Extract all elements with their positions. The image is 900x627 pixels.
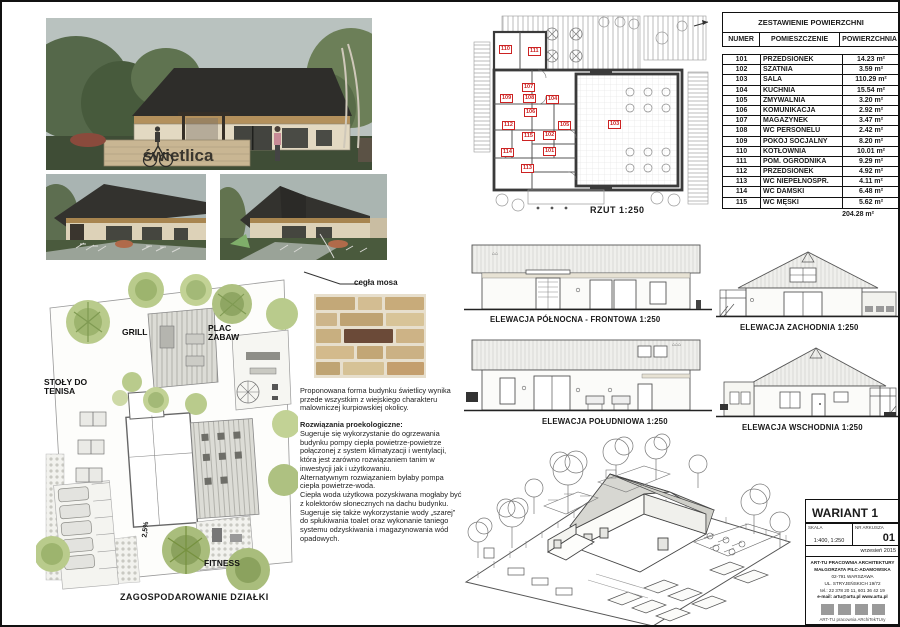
room-number-chip: 104 <box>548 96 558 102</box>
table-cell: 102 <box>723 65 761 74</box>
table-row <box>723 55 899 65</box>
svg-text:⌂⌂⌂: ⌂⌂⌂ <box>672 342 682 348</box>
tree <box>112 390 128 406</box>
room-number-chip: 114 <box>503 149 512 155</box>
floor-plan <box>472 12 712 214</box>
tree <box>66 300 110 344</box>
room-number-chip: 108 <box>525 95 535 101</box>
table-cell: 113 <box>723 177 761 186</box>
garden-render-right <box>220 174 387 260</box>
table-cell: 107 <box>723 116 761 125</box>
sheet-number-cell <box>853 524 899 545</box>
variant-title: WARIANT 1 <box>806 500 899 523</box>
room-number-chip: 101 <box>545 148 555 154</box>
table-row <box>723 177 899 187</box>
logo-placeholder <box>821 604 834 615</box>
area-table-rows <box>722 54 900 209</box>
site-label-playground: PLAC ZABAW <box>208 323 240 342</box>
table-cell: POM. OGRODNIKA <box>761 157 843 166</box>
eco-paragraph: Alternatywnym rozwiązaniem byłaby pompa ciepła powietrze-woda. <box>300 472 444 491</box>
table-cell: WC NIEPEŁNOSPR. <box>761 177 843 186</box>
site-label-slope: 2,5% <box>141 521 151 539</box>
brick-leader-line <box>302 270 362 286</box>
table-cell: ZMYWALNIA <box>761 96 843 105</box>
room-number-chip: 115 <box>524 133 533 139</box>
elevation-west-label: ELEWACJA ZACHODNIA 1:250 <box>740 323 859 332</box>
area-summary-table <box>722 12 900 218</box>
firm-web: e-mail: artu@artu.pl www.artu.pl <box>817 594 888 600</box>
firm-logos <box>806 602 899 617</box>
logo-placeholder <box>872 604 885 615</box>
sheet-number-value: 01 <box>882 532 895 544</box>
site-label-tennis: STOŁY DO TENISA <box>44 377 88 396</box>
table-row <box>723 106 899 116</box>
table-row <box>723 147 899 157</box>
site-plan <box>36 264 298 590</box>
eco-paragraph: Sugeruje się także wykorzystanie wody „szarej” do spłukiwania toalet oraz wykonanie taniego systemu odzyskiwania i magazynowania wód opadowych. <box>300 507 456 543</box>
room-number-chip: 110 <box>501 46 510 52</box>
table-cell: WC PERSONELU <box>761 126 843 135</box>
table-cell: 2.92 m² <box>858 106 884 114</box>
tree <box>266 298 298 330</box>
tree <box>122 372 142 392</box>
table-cell: 115 <box>723 198 761 208</box>
firm-address-city: 02-791 WARSZAWA <box>831 573 874 579</box>
table-cell: 105 <box>723 96 761 105</box>
table-cell: 6.48 m² <box>858 188 884 196</box>
firm-phone: tel.: 22 378 20 11, 601 36 42 19 <box>820 587 885 593</box>
table-cell: 112 <box>723 167 761 176</box>
elevation-west-drawing <box>716 248 900 322</box>
site-label-grill: GRILL <box>122 327 148 337</box>
table-cell: 3.20 m² <box>858 96 884 104</box>
tree <box>212 284 252 324</box>
firm-name: ART-TU PRACOWNIA ARCHITEKTURY <box>810 560 895 565</box>
elevation-east-drawing <box>716 342 900 422</box>
tree <box>226 548 270 590</box>
architect-name: MAŁGORZATA PILC-ADAMOWSKA <box>814 566 891 572</box>
firm-info <box>806 557 899 602</box>
room-number-chip: 107 <box>524 84 534 90</box>
table-cell: SALA <box>761 75 843 84</box>
elevation-east-label: ELEWACJA WSCHODNIA 1:250 <box>742 423 863 432</box>
table-cell: 108 <box>723 126 761 135</box>
date-stamp: wrzesień 2015 <box>806 546 899 557</box>
room-number-chip: 105 <box>560 122 570 128</box>
table-cell: 3.59 m² <box>858 66 884 74</box>
tree <box>143 387 169 413</box>
table-cell: KUCHNIA <box>761 86 843 95</box>
tree <box>128 272 164 308</box>
room-number-chip: 111 <box>530 48 539 54</box>
sheet-number-label: NR ARKUSZA <box>855 525 884 530</box>
elevation-north-drawing <box>464 240 712 314</box>
table-cell: 2.42 m² <box>858 127 884 135</box>
eco-paragraph: Ciepła woda użytkowa pozyskiwana mogłaby być z kolektorów słonecznych na dachu budynku. <box>300 490 462 508</box>
room-number-chip: 103 <box>610 121 620 127</box>
table-cell: 103 <box>723 75 761 84</box>
table-cell: POKÓJ SOCJALNY <box>761 137 843 146</box>
col-header-numer: NUMER <box>723 33 760 46</box>
table-row <box>723 75 899 85</box>
svg-text:⌂⌂: ⌂⌂ <box>492 251 499 257</box>
table-cell: WC DAMSKI <box>761 187 843 196</box>
table-cell: 15.54 m² <box>856 86 886 94</box>
table-cell: 114 <box>723 187 761 196</box>
table-cell: 110 <box>723 147 761 156</box>
table-cell: 110.29 m² <box>855 76 887 84</box>
table-row <box>723 116 899 126</box>
table-row <box>723 167 899 177</box>
logo-placeholder <box>838 604 851 615</box>
table-row <box>723 157 899 167</box>
logo-placeholder <box>855 604 868 615</box>
scale-label: SKALA <box>808 525 823 530</box>
table-cell: SZATNIA <box>761 65 843 74</box>
table-cell: 9.29 m² <box>858 157 884 165</box>
table-cell: MAGAZYNEK <box>761 116 843 125</box>
brick-material-label: cegła mosa <box>354 278 398 287</box>
site-plan-drawing <box>36 264 298 590</box>
tree <box>162 526 210 574</box>
tree <box>185 393 207 415</box>
table-cell: 106 <box>723 106 761 115</box>
elevation-north-label: ELEWACJA PÓŁNOCNA - FRONTOWA 1:250 <box>490 315 661 324</box>
main-building-render <box>46 18 372 170</box>
tree <box>180 274 212 306</box>
floor-plan-title: RZUT 1:250 <box>590 205 645 215</box>
table-row <box>723 137 899 147</box>
room-number-chip: 106 <box>526 109 536 115</box>
table-row <box>723 187 899 197</box>
table-cell: PRZEDSIONEK <box>761 55 843 64</box>
scale-value: 1:400, 1:250 <box>813 538 845 544</box>
design-description <box>300 387 464 543</box>
room-number-chip: 109 <box>502 95 512 101</box>
table-row <box>723 65 899 75</box>
eco-paragraph: Sugeruje się wykorzystanie do ogrzewania budynku pompy ciepła powietrze-powietrze połączonej z system klimatyzacji i wentylacji, która jest zarówno rozwiązaniem tanim w inwestycji jak i użytkowaniu. <box>300 428 447 473</box>
table-cell: 111 <box>723 157 761 166</box>
elevation-south-label: ELEWACJA POŁUDNIOWA 1:250 <box>542 417 668 426</box>
table-cell: PRZEDSIONEK <box>761 167 843 176</box>
table-cell: 5.62 m² <box>858 198 884 206</box>
area-total: 204.28 m² <box>842 210 874 218</box>
elevation-south-drawing <box>464 334 712 416</box>
eco-heading: Rozwiązania proekologiczne: <box>300 420 403 430</box>
description-paragraph: Proponowana forma budynku świetlicy wynika przede wszystkim z wiejskiego charakteru malowniczej kurpiowskiej okolicy. <box>300 386 451 413</box>
table-cell: WC MĘSKI <box>761 198 843 208</box>
firm-address-street: UL. STRYJEŃSKICH 19/72 <box>824 580 881 586</box>
table-cell: 10.01 m² <box>856 147 886 155</box>
room-number-chip: 102 <box>545 132 555 138</box>
table-cell: 3.47 m² <box>858 117 884 125</box>
axonometric-site-view <box>448 430 804 626</box>
table-cell: 109 <box>723 137 761 146</box>
table-cell: KOMUNIKACJA <box>761 106 843 115</box>
table-cell: 4.92 m² <box>858 168 884 176</box>
firm-caption: ART-TU pracownia ARchiTekTUry <box>819 617 886 623</box>
table-cell: 4.11 m² <box>859 178 883 186</box>
table-row <box>723 96 899 106</box>
brick-sample-photo <box>314 294 426 378</box>
site-label-fitness: FITNESS <box>204 558 240 568</box>
table-header-row <box>722 33 900 47</box>
table-cell: 101 <box>723 55 761 64</box>
garden-render-left <box>46 174 206 260</box>
col-header-powierzchnia: POWIERZCHNIA <box>842 36 897 43</box>
room-number-chip: 112 <box>504 122 513 128</box>
room-number-chip: 113 <box>523 165 532 171</box>
svg-text:świetlica: świetlica <box>142 146 214 165</box>
table-cell: 8.20 m² <box>858 137 884 145</box>
table-cell: 14.23 m² <box>856 56 886 63</box>
col-header-pomieszczenie: POMIESZCZENIE <box>760 33 840 46</box>
title-block <box>805 499 900 625</box>
site-plan-title: ZAGOSPODAROWANIE DZIAŁKI <box>120 592 269 602</box>
table-row <box>723 86 899 96</box>
table-cell: 104 <box>723 86 761 95</box>
table-title: ZESTAWIENIE POWIERZCHNI <box>722 12 900 33</box>
scale-cell <box>806 524 853 545</box>
table-row <box>723 198 899 208</box>
table-cell: KOTŁOWNIA <box>761 147 843 156</box>
table-row <box>723 126 899 136</box>
floor-plan-drawing <box>472 12 712 214</box>
